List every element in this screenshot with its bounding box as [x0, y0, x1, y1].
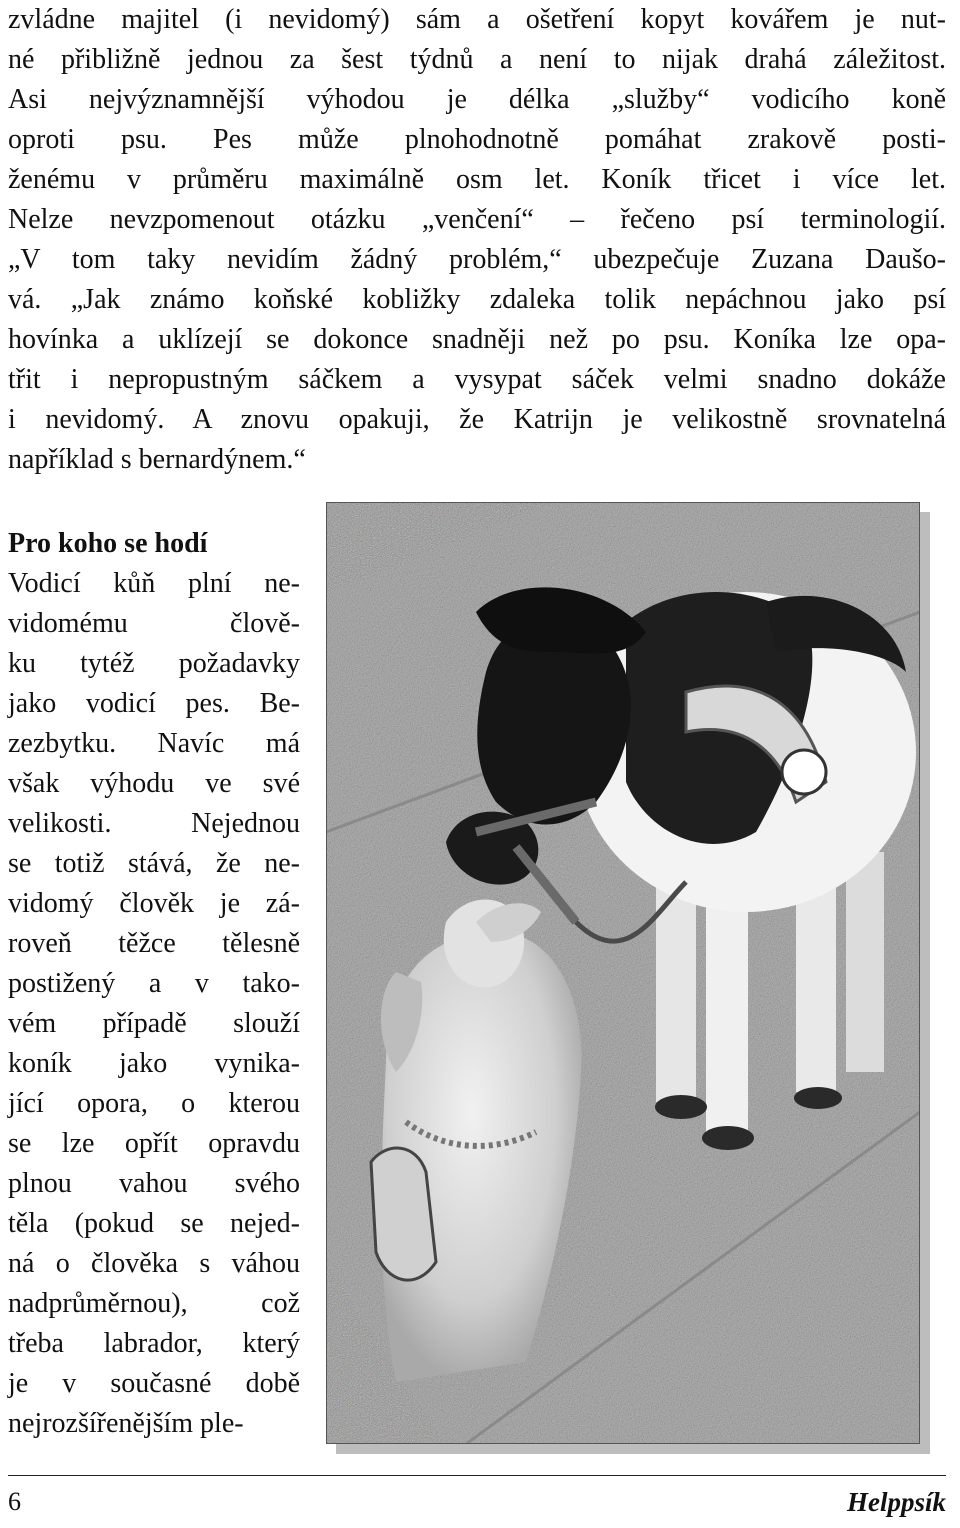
magazine-name: Helppsík — [847, 1487, 946, 1517]
text-line: nejrozšířenějším ple- — [8, 1408, 244, 1439]
text-line: však výhodu ve své — [8, 768, 300, 799]
text-line: se totiž stává, že ne- — [8, 848, 300, 879]
text-line: těla (pokud se nejed- — [8, 1208, 300, 1239]
text-line: ná o člověka s váhou — [8, 1248, 300, 1279]
text-line: oproti psu. Pes může plnohodnotně pomáhat zrakově posti- — [8, 124, 946, 155]
footer-rule — [8, 1475, 946, 1476]
text-line: Asi nejvýznamnější výhodou je délka „služby“ vodicího koně — [8, 84, 946, 115]
text-line: vá. „Jak známo koňské kobližky zdaleka tolik nepáchnou jako psí — [8, 284, 946, 315]
text-line: vidomý člověk je zá- — [8, 888, 300, 919]
text-line: i nevidomý. A znovu opakuji, že Katrijn je velikostně srovnatelná — [8, 404, 946, 435]
text-line: ku tytéž požadavky — [8, 648, 300, 679]
text-line: hovínka a uklízejí se dokonce snadněji než po psu. Koníka lze opa- — [8, 324, 946, 355]
text-line: například s bernardýnem.“ — [8, 444, 306, 475]
text-line: nadprůměrnou), což — [8, 1288, 300, 1319]
text-line: třeba labrador, který — [8, 1328, 300, 1359]
text-line: jako vodicí pes. Be- — [8, 688, 300, 719]
text-line: jící opora, o kterou — [8, 1088, 300, 1119]
text-line: velikosti. Nejednou — [8, 808, 300, 839]
text-line: ženému v průměru maximálně osm let. Koník třicet i více let. — [8, 164, 946, 195]
text-line: je v současné době — [8, 1368, 300, 1399]
text-line: vém případě slouží — [8, 1008, 300, 1039]
text-line: zvládne majitel (i nevidomý) sám a ošetření kopyt kovářem je nut- — [8, 4, 946, 35]
text-line: Vodicí kůň plní ne- — [8, 568, 300, 599]
pony-and-dog-photo — [326, 502, 920, 1444]
text-line: „V tom taky nevidím žádný problém,“ ubezpečuje Zuzana Daušo- — [8, 244, 946, 275]
page-number: 6 — [8, 1487, 21, 1516]
text-line: vidomému člově- — [8, 608, 300, 639]
photo-illustration — [326, 502, 920, 1444]
text-line: třit i nepropustným sáčkem a vysypat sáček velmi snadno dokáže — [8, 364, 946, 395]
text-line: zezbytku. Navíc má — [8, 728, 300, 759]
text-line: se lze opřít opravdu — [8, 1128, 300, 1159]
text-line: roveň těžce tělesně — [8, 928, 300, 959]
text-line: plnou vahou svého — [8, 1168, 300, 1199]
text-line: Nelze nevzpomenout otázku „venčení“ – řečeno psí terminologií. — [8, 204, 946, 235]
section-heading: Pro koho se hodí — [8, 528, 208, 559]
text-line: postižený a v tako- — [8, 968, 300, 999]
text-line: koník jako vynika- — [8, 1048, 300, 1079]
text-line: né přibližně jednou za šest týdnů a není to nijak drahá záležitost. — [8, 44, 946, 75]
